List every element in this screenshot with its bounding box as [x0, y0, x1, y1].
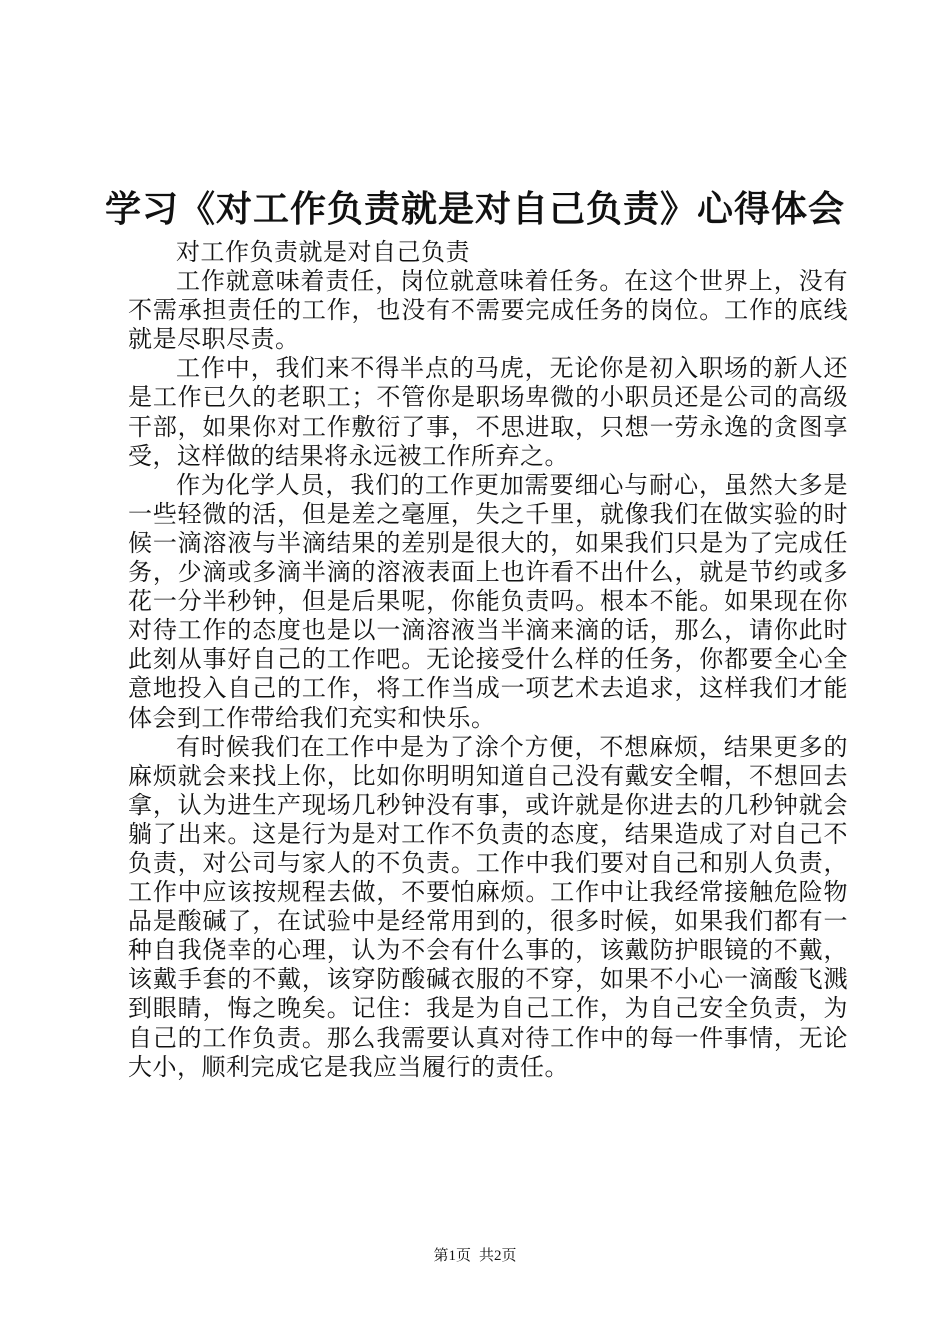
document-body [128, 238, 848, 1082]
paragraph: 工作中，我们来不得半点的马虎，无论你是初入职场的新人还是工作已久的老职工；不管你是职场卑微的小职员还是公司的高级干部，如果你对工作敷衍了事，不思进取，只想一劳永逸的贪图享受，这样做的结果将永远被工作所弃之。 [128, 354, 848, 470]
page-total: 共2页 [479, 1248, 517, 1264]
page-number: 第1页 [433, 1248, 471, 1264]
paragraph: 有时候我们在工作中是为了涂个方便，不想麻烦，结果更多的麻烦就会来找上你，比如你明明知道自己没有戴安全帽，不想回去拿，认为进生产现场几秒钟没有事，或许就是你进去的几秒钟就会躺了出来。这是行为是对工作不负责的态度，结果造成了对自己不负责，对公司与家人的不负责。工作中我们要对自己和别人负责，工作中应该按规程去做，不要怕麻烦。工作中让我经常接触危险物品是酸碱了，在试验中是经常用到的，很多时候，如果我们都有一种自我侥幸的心理，认为不会有什么事的，该戴防护眼镜的不戴，该戴手套的不戴，该穿防酸碱衣服的不穿，如果不小心一滴酸飞溅到眼睛，悔之晚矣。记住：我是为自己工作，为自己安全负责，为自己的工作负责。那么我需要认真对待工作中的每一件事情，无论大小，顺利完成它是我应当履行的责任。 [128, 732, 848, 1081]
document-title: 学习《对工作负责就是对自己负责》心得体会 [104, 188, 845, 230]
page-footer [0, 1246, 950, 1266]
paragraph: 工作就意味着责任，岗位就意味着任务。在这个世界上，没有不需承担责任的工作，也没有不需要完成任务的岗位。工作的底线就是尽职尽责。 [128, 267, 848, 354]
paragraph-subtitle: 对工作负责就是对自己负责 [176, 238, 470, 266]
paragraph: 作为化学人员，我们的工作更加需要细心与耐心，虽然大多是一些轻微的活，但是差之毫厘，失之千里，就像我们在做实验的时候一滴溶液与半滴结果的差别是很大的，如果我们只是为了完成任务，少滴或多滴半滴的溶液表面上也许看不出什么，就是节约或多花一分半秒钟，但是后果呢，你能负责吗。根本不能。如果现在你对待工作的态度也是以一滴溶液当半滴来滴的话，那么，请你此时此刻从事好自己的工作吧。无论接受什么样的任务，你都要全心全意地投入自己的工作，将工作当成一项艺术去追求，这样我们才能体会到工作带给我们充实和快乐。 [128, 470, 848, 732]
